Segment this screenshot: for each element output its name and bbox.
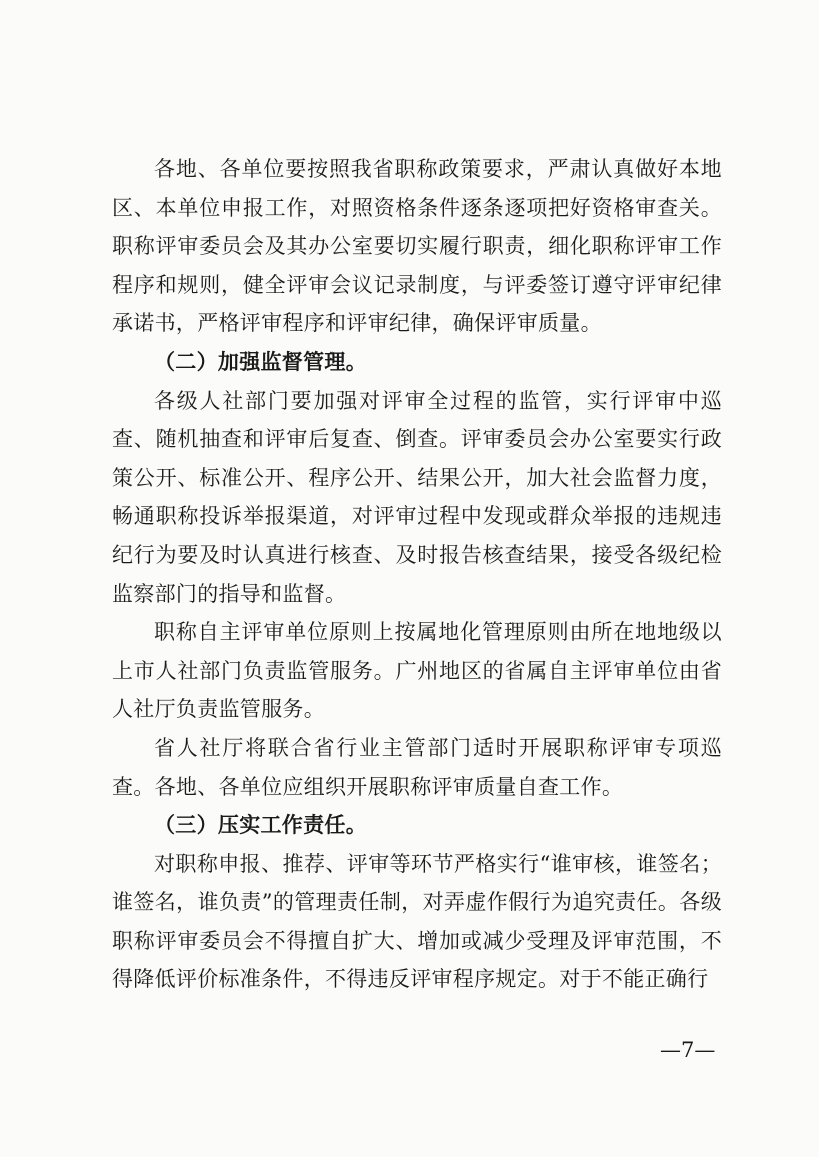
paragraph-autonomous-review-units: 职称自主评审单位原则上按属地化管理原则由所在地地级以上市人社部门负责监管服务。广州地区的省属自主评审单位由省人社厅负责监管服务。 — [112, 620, 722, 722]
page-number: —7— — [660, 1038, 716, 1062]
section-heading-responsibility: （三）压实工作责任。 — [154, 812, 367, 838]
paragraph-special-inspection: 省人社厅将联合省行业主管部门适时开展职称评审专项巡查。各地、各单位应组织开展职称评审质量自查工作。 — [112, 735, 722, 799]
section-heading-supervision: （二）加强监督管理。 — [154, 348, 367, 374]
document-body — [112, 150, 722, 999]
paragraph-responsibility-system: 对职称申报、推荐、评审等环节严格实行“谁审核，谁签名；谁签名，谁负责”的管理责任制，对弄虚作假行为追究责任。各级职称评审委员会不得擅自扩大、增加或减少受理及评审范围，不得降低评价标准条件，不得违反评审程序规定。对于不能正确行 — [112, 851, 722, 992]
paragraph-review-responsibilities: 各地、各单位要按照我省职称政策要求，严肃认真做好本地区、本单位申报工作，对照资格条件逐条逐项把好资格审查关。职称评审委员会及其办公室要切实履行职责，细化职称评审工作程序和规则，健全评审会议记录制度，与评委签订遵守评审纪律承诺书，严格评审程序和评审纪律，确保评审质量。 — [112, 157, 722, 336]
paragraph-supervision-process: 各级人社部门要加强对评审全过程的监管，实行评审中巡查、随机抽查和评审后复查、倒查。评审委员会办公室要实行政策公开、标准公开、程序公开、结果公开，加大社会监督力度，畅通职称投诉举报渠道，对评审过程中发现或群众举报的违规违纪行为要及时认真进行核查、及时报告核查结果，接受各级纪检监察部门的指导和监督。 — [112, 388, 722, 606]
